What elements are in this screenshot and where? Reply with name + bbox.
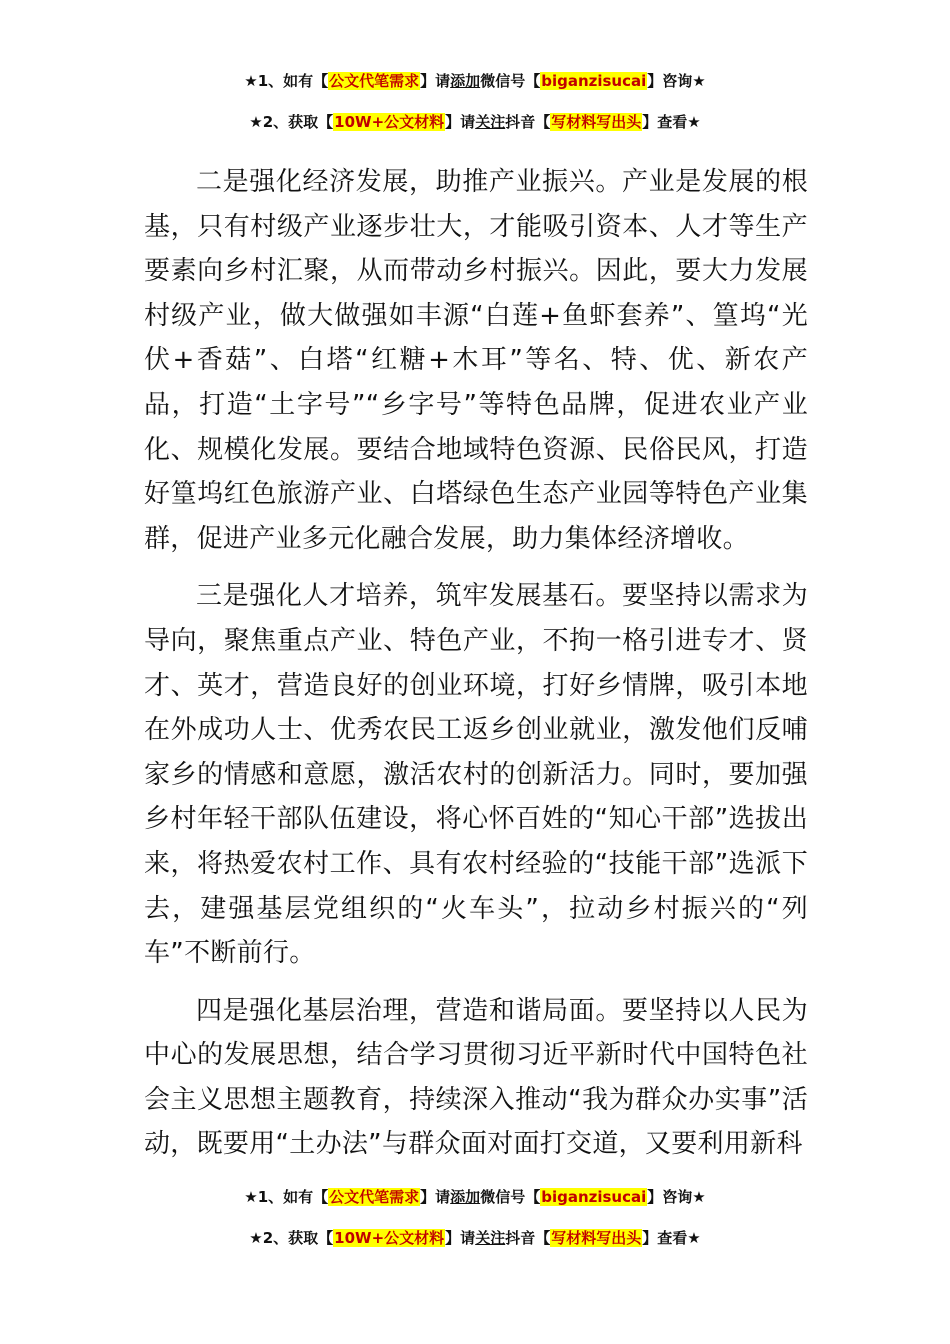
highlight-materials: 10W+公文材料 <box>334 1229 445 1247</box>
wechat-id[interactable]: biganzisucai <box>541 72 647 90</box>
star-icon: ★ <box>692 1188 706 1206</box>
highlight-ghostwriting: 公文代笔需求 <box>329 1188 420 1206</box>
highlight-materials: 10W+公文材料 <box>334 113 445 131</box>
ad-banner-bottom-line-1: ★1、如有【公文代笔需求】请添加微信号【biganzisucai】咨询★ <box>244 1188 706 1206</box>
douyin-account[interactable]: 写材料写出头 <box>551 1229 642 1247</box>
ad-banner-bottom-line-2: ★2、获取【10W+公文材料】请关注抖音【写材料写出头】查看★ <box>249 1229 701 1247</box>
wechat-id[interactable]: biganzisucai <box>541 1188 647 1206</box>
ad-banner-top-line-2: ★2、获取【10W+公文材料】请关注抖音【写材料写出头】查看★ <box>249 113 701 131</box>
star-icon: ★ <box>249 113 263 131</box>
paragraph-grassroots-governance: 四是强化基层治理，营造和谐局面。要坚持以人民为中心的发展思想，结合学习贯彻习近平新时代中国特色社会主义思想主题教育，持续深入推动“我为群众办实事”活动，既要用“土办法”与群众面对面打交道，又要利用新科 <box>144 995 808 1160</box>
star-icon: ★ <box>244 72 258 90</box>
paragraph-economic-development: 二是强化经济发展，助推产业振兴。产业是发展的根基，只有村级产业逐步壮大，才能吸引资本、人才等生产要素向乡村汇聚，从而带动乡村振兴。因此，要大力发展村级产业，做大做强如丰源“白莲+鱼虾套养”、篁坞“光伏+香菇”、白塔“红糖+木耳”等名、特、优、新农产品，打造“土字号”“乡字号”等特色品牌，促进农业产业化、规模化发展。要结合地域特色资源、民俗民风，打造好篁坞红色旅游产业、白塔绿色生态产业园等特色产业集群，促进产业多元化融合发展，助力集体经济增收。 <box>144 167 808 554</box>
highlight-ghostwriting: 公文代笔需求 <box>329 72 420 90</box>
star-icon: ★ <box>687 113 701 131</box>
document-body <box>144 160 808 1180</box>
star-icon: ★ <box>244 1188 258 1206</box>
star-icon: ★ <box>687 1229 701 1247</box>
ad-banner-top-line-1: ★1、如有【公文代笔需求】请添加微信号【biganzisucai】咨询★ <box>244 72 706 90</box>
star-icon: ★ <box>249 1229 263 1247</box>
paragraph-talent-cultivation: 三是强化人才培养，筑牢发展基石。要坚持以需求为导向，聚焦重点产业、特色产业，不拘一格引进专才、贤才、英才，营造良好的创业环境，打好乡情牌，吸引本地在外成功人士、优秀农民工返乡创业就业，激发他们反哺家乡的情感和意愿，激活农村的创新活力。同时，要加强乡村年轻干部队伍建设，将心怀百姓的“知心干部”选拔出来，将热爱农村工作、具有农村经验的“技能干部”选派下去，建强基层党组织的“火车头”，拉动乡村振兴的“列车”不断前行。 <box>144 581 808 969</box>
douyin-account[interactable]: 写材料写出头 <box>551 113 642 131</box>
star-icon: ★ <box>692 72 706 90</box>
